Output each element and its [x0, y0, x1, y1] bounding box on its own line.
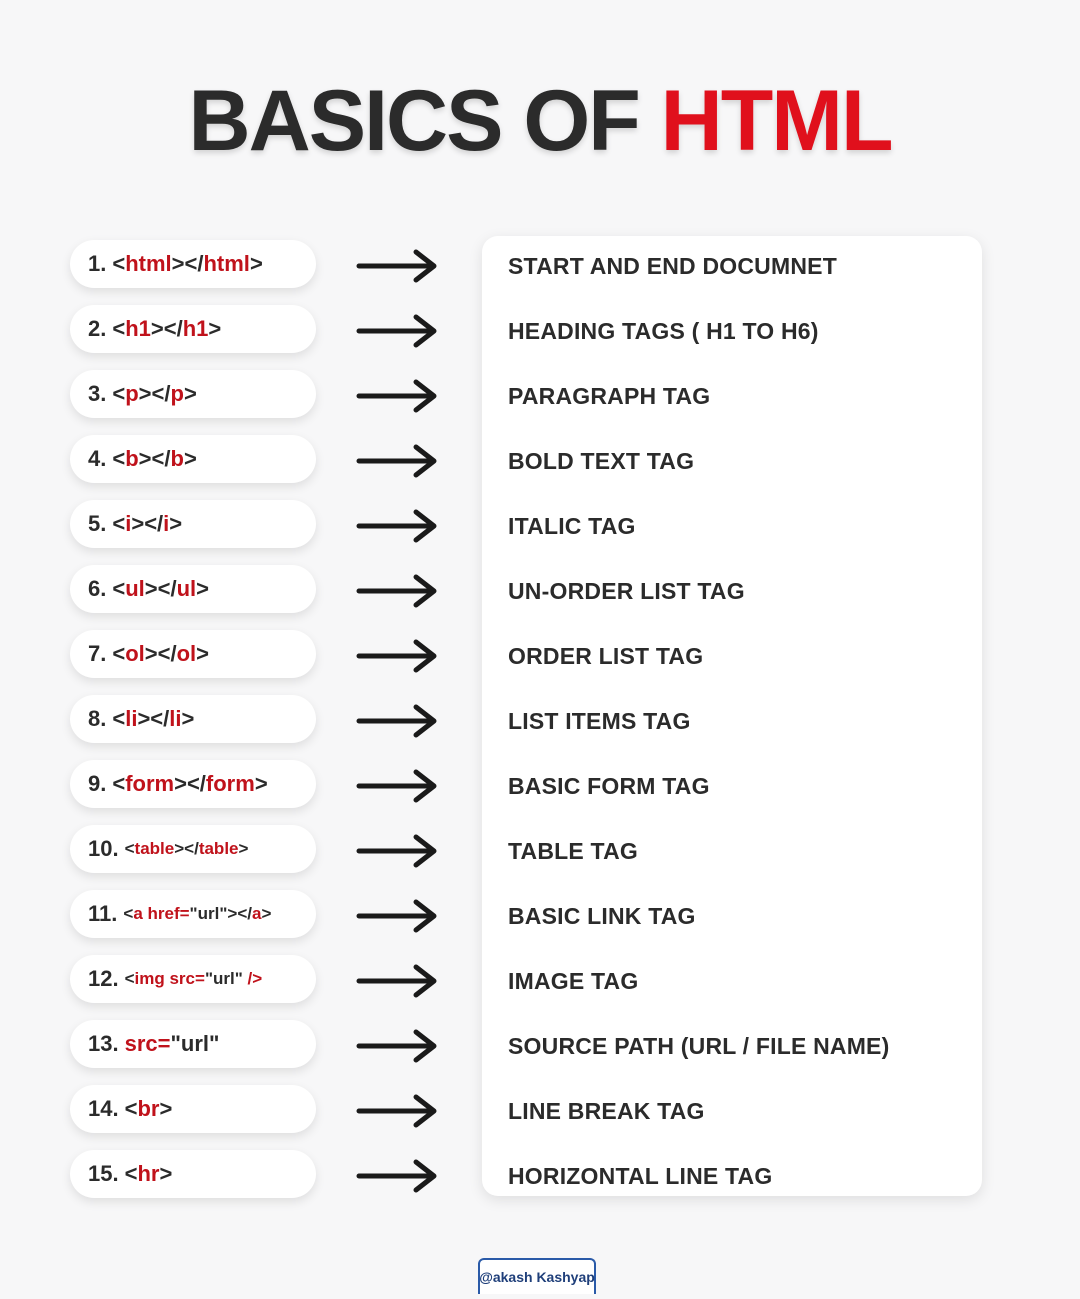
list-item [0, 559, 1080, 624]
tag-code-part: < [112, 511, 126, 536]
tag-code-part: ol [125, 641, 145, 666]
tag-code-part: < [112, 381, 126, 406]
list-item [0, 364, 1080, 429]
html-tag-code [125, 969, 263, 989]
item-number: 9. [88, 771, 107, 796]
html-tag-code [123, 904, 271, 924]
tag-code-part: > [183, 381, 197, 406]
tag-code-part: < [112, 576, 126, 601]
tag-code-part: i [163, 511, 170, 536]
item-number: 3. [88, 381, 107, 406]
tag-code-part: < [124, 839, 135, 858]
item-number: 11. [88, 901, 118, 926]
tag-code-part: > [183, 446, 197, 471]
tag-code-part: < [124, 1161, 138, 1186]
item-number: 7. [88, 641, 107, 666]
tag-code-part: > [159, 1161, 173, 1186]
item-number: 5. [88, 511, 107, 536]
right-arrow-icon [356, 703, 440, 739]
tag-description: START AND END DOCUMNET [508, 253, 837, 279]
item-number: 14. [88, 1096, 119, 1121]
tag-description: UN-ORDER LIST TAG [508, 578, 745, 604]
author-credit: @akash Kashyap [478, 1258, 596, 1294]
item-number: 10. [88, 836, 119, 861]
tag-code-part: > [196, 641, 210, 666]
item-number: 2. [88, 316, 107, 341]
list-item [0, 819, 1080, 884]
tag-pill [70, 1085, 316, 1133]
item-number: 12. [88, 966, 119, 991]
tag-code-part: < [112, 771, 126, 796]
list-item [0, 949, 1080, 1014]
tag-code-part: < [123, 904, 134, 923]
tag-code-part: h1 [125, 316, 151, 341]
tag-pill [70, 565, 316, 613]
tag-code-part: hr [137, 1161, 160, 1186]
tag-description: BASIC LINK TAG [508, 903, 696, 929]
tag-code-part: ol [176, 641, 197, 666]
tag-code-part: < [124, 969, 135, 988]
right-arrow-icon [356, 378, 440, 414]
tag-code-part: ></ [144, 641, 177, 666]
tag-description: BASIC FORM TAG [508, 773, 710, 799]
right-arrow-icon [356, 443, 440, 479]
tag-code-part: < [112, 641, 126, 666]
tag-code-part: ></ [144, 576, 177, 601]
html-tag-code [112, 706, 194, 732]
tag-code-part: form [125, 771, 175, 796]
tag-code-part: > [238, 839, 249, 858]
tag-description: HORIZONTAL LINE TAG [508, 1163, 773, 1189]
tag-code-part: html [125, 251, 172, 276]
tag-code-part: > [159, 1096, 173, 1121]
tag-code-part: form [205, 771, 255, 796]
list-item [0, 1014, 1080, 1079]
tag-code-part: "url" [170, 1031, 220, 1056]
tag-description: SOURCE PATH (URL / FILE NAME) [508, 1033, 890, 1059]
tag-code-part: table [134, 839, 175, 858]
right-arrow-icon [356, 248, 440, 284]
tag-description: LINE BREAK TAG [508, 1098, 705, 1124]
tag-code-part: > [169, 511, 183, 536]
html-tag-code [112, 641, 209, 667]
tag-code-part: > [249, 251, 263, 276]
tag-code-part: > [208, 316, 222, 341]
tag-code-part: > [181, 706, 195, 731]
tag-code-part: table [198, 839, 239, 858]
html-tag-code [112, 576, 209, 602]
list-item [0, 884, 1080, 949]
tag-code-part: ></ [171, 251, 204, 276]
list-item [0, 494, 1080, 559]
tag-pill [70, 760, 316, 808]
tag-description: TABLE TAG [508, 838, 638, 864]
tag-pill [70, 435, 316, 483]
html-tag-code [112, 316, 221, 342]
tag-pill [70, 370, 316, 418]
tag-code-part: h1 [182, 316, 209, 341]
tag-code-part: ></ [227, 904, 252, 923]
list-item [0, 689, 1080, 754]
list-item [0, 1144, 1080, 1209]
tag-pill [70, 630, 316, 678]
list-item [0, 299, 1080, 364]
title-main: BASICS OF [188, 73, 639, 169]
right-arrow-icon [356, 638, 440, 674]
tag-code-part: li [125, 706, 138, 731]
tag-code-part: < [124, 1096, 138, 1121]
right-arrow-icon [356, 573, 440, 609]
right-arrow-icon [356, 1093, 440, 1129]
tag-pill [70, 1150, 316, 1198]
html-tag-code [112, 446, 196, 472]
tag-code-part: ></ [138, 381, 171, 406]
title-accent: HTML [660, 73, 892, 169]
item-number: 13. [88, 1031, 119, 1056]
tag-description: PARAGRAPH TAG [508, 383, 711, 409]
tag-code-part: < [112, 446, 126, 471]
list-item [0, 234, 1080, 299]
tag-pill [70, 305, 316, 353]
tag-description: IMAGE TAG [508, 968, 639, 994]
tag-code-part: p [125, 381, 139, 406]
item-number: 4. [88, 446, 107, 471]
right-arrow-icon [356, 1158, 440, 1194]
tag-description: LIST ITEMS TAG [508, 708, 691, 734]
tag-description: HEADING TAGS ( H1 TO H6) [508, 318, 819, 344]
html-tag-code [125, 1161, 173, 1187]
tag-code-part: < [112, 316, 126, 341]
tag-code-part: b [170, 446, 184, 471]
right-arrow-icon [356, 768, 440, 804]
tag-code-part: > [196, 576, 210, 601]
item-number: 15. [88, 1161, 119, 1186]
tag-code-part: ul [176, 576, 197, 601]
item-number: 1. [88, 251, 107, 276]
tag-description: BOLD TEXT TAG [508, 448, 695, 474]
list-item [0, 754, 1080, 819]
tag-code-part: br [137, 1096, 160, 1121]
tag-code-part: ></ [137, 706, 170, 731]
html-tag-code [125, 1031, 220, 1057]
tag-code-part: /> [242, 969, 263, 988]
tag-pill [70, 240, 316, 288]
tag-pill [70, 825, 316, 873]
item-number: 8. [88, 706, 107, 731]
tag-code-part: < [112, 251, 126, 276]
tag-code-part: > [261, 904, 272, 923]
tag-code-part: "url" [204, 969, 243, 988]
tag-code-part: ></ [150, 316, 183, 341]
right-arrow-icon [356, 963, 440, 999]
right-arrow-icon [356, 833, 440, 869]
tag-code-part: ></ [131, 511, 164, 536]
html-tag-code [112, 511, 182, 537]
tag-pill [70, 695, 316, 743]
tag-description: ORDER LIST TAG [508, 643, 704, 669]
tag-code-part: b [125, 446, 139, 471]
tag-code-part: img src= [134, 969, 205, 988]
page-title [0, 73, 1080, 169]
right-arrow-icon [356, 1028, 440, 1064]
tag-code-part: p [170, 381, 184, 406]
list-item [0, 429, 1080, 494]
html-tag-code [125, 1096, 173, 1122]
tag-code-part: a [251, 904, 262, 923]
tag-code-part: li [169, 706, 182, 731]
tag-code-part: ></ [138, 446, 171, 471]
html-tag-code [112, 381, 196, 407]
item-number: 6. [88, 576, 107, 601]
tag-code-part: ul [125, 576, 145, 601]
tag-code-part: a href= [133, 904, 190, 923]
html-tag-code [112, 771, 267, 797]
tag-code-part: ></ [174, 839, 199, 858]
html-tag-code [125, 839, 249, 859]
right-arrow-icon [356, 313, 440, 349]
right-arrow-icon [356, 508, 440, 544]
tag-code-part: src= [124, 1031, 171, 1056]
tag-pill [70, 1020, 316, 1068]
tag-pill [70, 500, 316, 548]
list-item [0, 1079, 1080, 1144]
tag-code-part: "url" [189, 904, 228, 923]
tag-description: ITALIC TAG [508, 513, 636, 539]
tag-code-part: html [203, 251, 250, 276]
tag-code-part: > [254, 771, 268, 796]
tag-code-part: < [112, 706, 126, 731]
tag-pill [70, 890, 316, 938]
list-item [0, 624, 1080, 689]
html-tag-code [112, 251, 262, 277]
tag-code-part: ></ [174, 771, 206, 796]
tag-pill [70, 955, 316, 1003]
tag-code-part: i [125, 511, 132, 536]
right-arrow-icon [356, 898, 440, 934]
